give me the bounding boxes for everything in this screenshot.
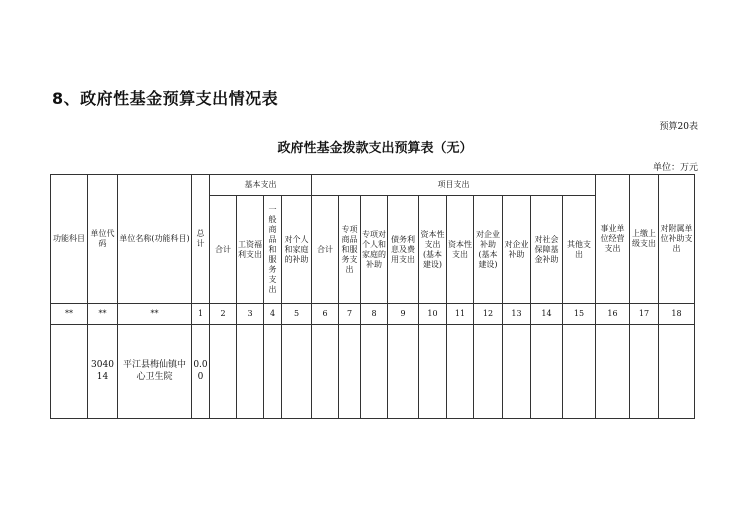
header-tail-1: 事业单位经营支出 — [596, 175, 630, 304]
data-cell — [596, 325, 630, 419]
data-cell — [531, 325, 563, 419]
table-number: 预算20表 — [659, 122, 698, 132]
data-cell — [264, 325, 282, 419]
index-cell: 4 — [264, 304, 282, 325]
section-heading: 8、政府性基金预算支出情况表 — [52, 89, 279, 108]
header-project-sub: 资本性支出(基本建设) — [419, 196, 447, 304]
header-basic-sub: 工资福利支出 — [237, 196, 264, 304]
header-project-sub: 对企业补助(基本建设) — [474, 196, 503, 304]
table-row — [51, 325, 695, 419]
data-cell — [447, 325, 474, 419]
index-cell: 15 — [563, 304, 596, 325]
data-cell — [474, 325, 503, 419]
index-cell: 12 — [474, 304, 503, 325]
index-cell: 10 — [419, 304, 447, 325]
table-title: 政府性基金拨款支出预算表（无） — [277, 141, 473, 156]
header-project-sub: 对企业补助 — [503, 196, 531, 304]
header-unit-code: 单位代码 — [88, 175, 118, 304]
data-cell — [282, 325, 312, 419]
header-project-sub: 专项对个人和家庭的补助 — [361, 196, 388, 304]
index-cell: 7 — [339, 304, 361, 325]
index-cell: ** — [88, 304, 118, 325]
index-cell: 8 — [361, 304, 388, 325]
header-row-top — [51, 175, 695, 196]
header-project-sub: 专项商品和服务支出 — [339, 196, 361, 304]
budget-table — [50, 174, 695, 419]
index-cell: 14 — [531, 304, 563, 325]
header-func-subject: 功能科目 — [51, 175, 88, 304]
header-project-sub: 对社会保障基金补助 — [531, 196, 563, 304]
index-cell: 6 — [312, 304, 339, 325]
data-func-subject — [51, 325, 88, 419]
header-project: 项目支出 — [312, 175, 596, 196]
data-cell — [503, 325, 531, 419]
data-cell — [210, 325, 237, 419]
data-unit-code: 304014 — [88, 325, 118, 419]
header-basic-sub: 对个人和家庭的补助 — [282, 196, 312, 304]
header-basic: 基本支出 — [210, 175, 312, 196]
index-cell: ** — [51, 304, 88, 325]
header-project-sub: 其他支出 — [563, 196, 596, 304]
data-unit-name: 平江县梅仙镇中心卫生院 — [118, 325, 192, 419]
header-project-sub: 债务利息及费用支出 — [388, 196, 419, 304]
header-tail-3: 对附属单位补助支出 — [659, 175, 695, 304]
header-unit-name: 单位名称(功能科目) — [118, 175, 192, 304]
data-total: 0.00 — [192, 325, 210, 419]
index-cell: 2 — [210, 304, 237, 325]
data-cell — [659, 325, 695, 419]
data-cell — [630, 325, 659, 419]
index-cell: 18 — [659, 304, 695, 325]
index-cell: 16 — [596, 304, 630, 325]
data-cell — [361, 325, 388, 419]
index-cell: 5 — [282, 304, 312, 325]
index-cell: 1 — [192, 304, 210, 325]
index-cell: 13 — [503, 304, 531, 325]
data-cell — [419, 325, 447, 419]
header-basic-sub: 合计 — [210, 196, 237, 304]
unit-label: 单位：万元 — [652, 163, 698, 173]
index-cell: 3 — [237, 304, 264, 325]
data-cell — [312, 325, 339, 419]
header-basic-sub: 一般商品和服务支出 — [264, 196, 282, 304]
header-tail-2: 上缴上级支出 — [630, 175, 659, 304]
header-project-sub: 合计 — [312, 196, 339, 304]
data-cell — [388, 325, 419, 419]
index-cell: 11 — [447, 304, 474, 325]
data-cell — [339, 325, 361, 419]
header-project-sub: 资本性支出 — [447, 196, 474, 304]
data-cell — [563, 325, 596, 419]
header-total: 总计 — [192, 175, 210, 304]
data-cell — [237, 325, 264, 419]
index-cell: 9 — [388, 304, 419, 325]
index-row — [51, 304, 695, 325]
index-cell: ** — [118, 304, 192, 325]
index-cell: 17 — [630, 304, 659, 325]
